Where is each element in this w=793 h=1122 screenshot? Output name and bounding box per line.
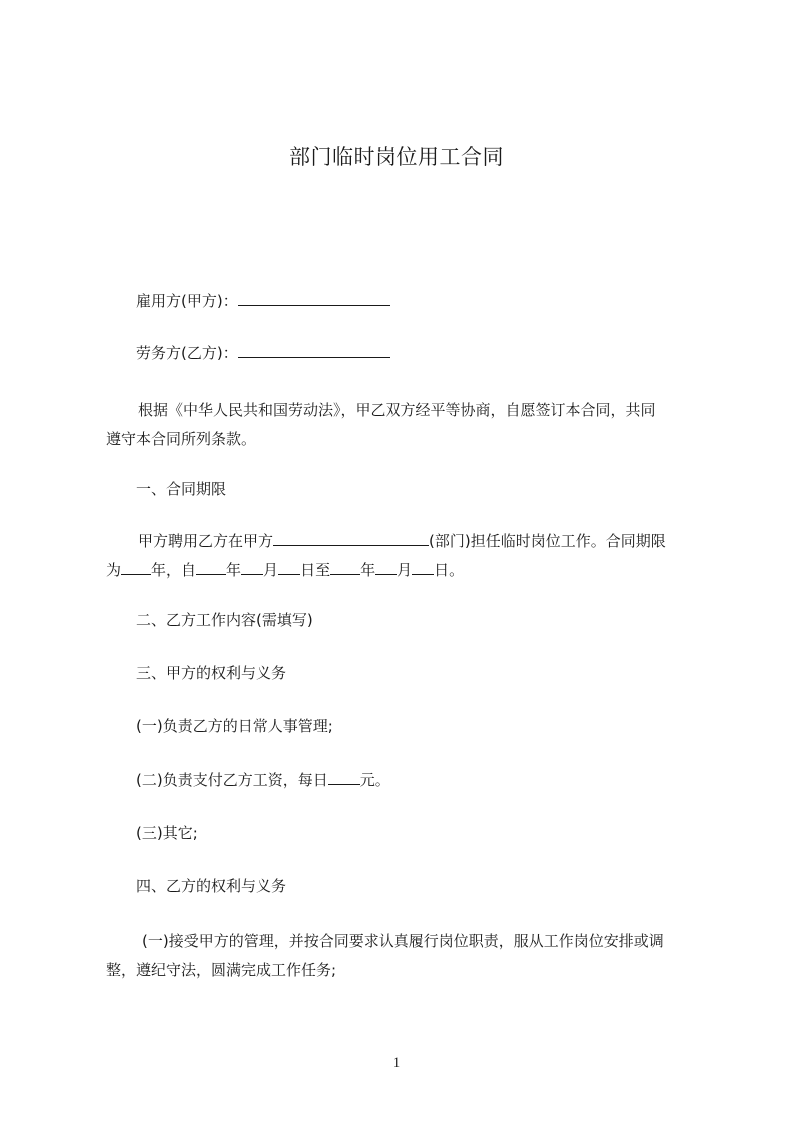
employer-blank[interactable] — [238, 291, 390, 306]
worker-line — [136, 343, 390, 363]
party-b-item-1 — [106, 927, 706, 985]
term-text-h: 年 — [360, 561, 376, 579]
term-line-2 — [106, 556, 706, 585]
section-1-heading: 一、合同期限 — [136, 480, 227, 498]
worker-blank[interactable] — [238, 343, 390, 358]
term-text-j: 日。 — [434, 561, 465, 579]
daily-wage-blank[interactable] — [328, 770, 360, 785]
end-year-blank[interactable] — [330, 560, 360, 575]
end-day-blank[interactable] — [412, 560, 434, 575]
term-text-g: 日至 — [300, 561, 331, 579]
term-paragraph — [106, 527, 706, 585]
years-blank[interactable] — [121, 560, 151, 575]
term-text-b: (部门)担任临时岗位工作。合同期限 — [429, 532, 666, 550]
term-text-f: 月 — [263, 561, 279, 579]
party-a-item-3: (三)其它; — [136, 824, 198, 842]
page-number: 1 — [392, 1055, 401, 1071]
party-b-item-1-line-1: (一)接受甲方的管理，并按合同要求认真履行岗位职责，服从工作岗位安排或调 — [142, 932, 664, 950]
start-year-blank[interactable] — [196, 560, 226, 575]
section-4-heading: 四、乙方的权利与义务 — [136, 877, 287, 895]
employer-line — [136, 291, 390, 311]
start-month-blank[interactable] — [241, 560, 263, 575]
term-text-i: 月 — [397, 561, 413, 579]
term-text-e: 年 — [226, 561, 242, 579]
intro-paragraph — [106, 396, 706, 454]
party-a-item-1: (一)负责乙方的日常人事管理; — [136, 717, 333, 735]
start-day-blank[interactable] — [278, 560, 300, 575]
term-line-1 — [106, 527, 706, 556]
section-2-heading: 二、乙方工作内容(需填写) — [136, 611, 313, 629]
section-3-heading: 三、甲方的权利与义务 — [136, 664, 287, 682]
intro-line-1: 根据《中华人民共和国劳动法》，甲乙双方经平等协商，自愿签订本合同，共同 — [138, 401, 656, 419]
wage-text-b: 元。 — [359, 771, 390, 789]
party-a-item-2 — [136, 770, 390, 790]
end-month-blank[interactable] — [375, 560, 397, 575]
party-b-item-1-line-2: 整，遵纪守法，圆满完成工作任务; — [106, 961, 337, 979]
worker-label: 劳务方(乙方)： — [136, 344, 238, 362]
employer-label: 雇用方(甲方)： — [136, 292, 238, 310]
term-text-c: 为 — [106, 561, 122, 579]
term-text-a: 甲方聘用乙方在甲方 — [138, 532, 274, 550]
department-blank[interactable] — [273, 531, 429, 546]
document-title: 部门临时岗位用工合同 — [289, 145, 504, 169]
term-text-d: 年，自 — [151, 561, 197, 579]
intro-line-2: 遵守本合同所列条款。 — [106, 430, 257, 448]
wage-text-a: (二)负责支付乙方工资，每日 — [136, 771, 328, 789]
